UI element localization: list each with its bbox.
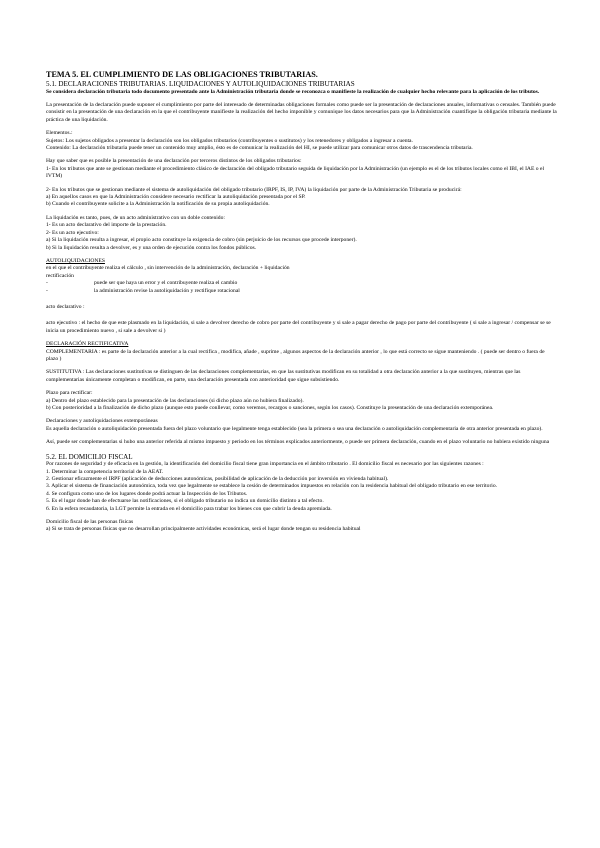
autoliquidaciones-paragraph: en el que el contribuyente realiza el cálculo , sin intervención de la administración, declaración + liquidación xyxy=(46,265,290,272)
domicile-intro-paragraph: Por razones de seguridad y de eficacia en la gestión, la identificación del domicilio fiscal tiene gran importancia en el ámbito tributario . El domicilio fiscal es necesario por las siguientes razones : xyxy=(46,461,484,468)
tributes-item-2: 2- En los tributos que se gestionan mediante el sistema de autoliquidación del obligado tributario (IRPF, IS, IP, IVA) la liquidación por parte de la Administración Tributaria se producirá: xyxy=(46,186,462,193)
substitutive-paragraph: SUSTITUTIVA : Las declaraciones sustitutivas se distinguen de las declaraciones complementarias, en que las sustitutivas modifican en su totalidad a otra declaración anterior a la que sustituyen, mientras que las complementarias únicamente completan o modifican, en parte, una declaración presentada con anterioridad que sigue subsistiendo. xyxy=(46,369,521,383)
third-parties-paragraph: Hay que saber que es posible la presentación de una declaración por terceros distintos de los obligados tributarios: xyxy=(46,158,302,165)
section-5-1-heading: 5.1. DECLARACIONES TRIBUTARIAS. LIQUIDACIONES Y AUTOLIQUIDACIONES TRIBUTARIAS xyxy=(46,80,355,88)
tributes-item-2a: a) En aquellos casos en que la Administración considere necesario rectificar la autoliquidación presentada por el SP. xyxy=(46,194,306,201)
executive-act-paragraph: acto ejecutivo : el hecho de que este plasmado en la liquidación, si sale a devolver derecho de cobro por parte del contribuyente y si sale a pagar derecho de pago por parte del contribuyente ( si sale a ingresar / compensar se se inicia un procedimiento nuevo , si sale a devolver si ) xyxy=(46,320,551,334)
domicile-reason-1: 1. Determinar la competencia territorial de la AEAT. xyxy=(46,468,164,475)
domicile-reason-5: 5. Es el lugar donde han de efectuarse las notificaciones, si el obligado tributario no indica un domicilio distinto a tal efecto. xyxy=(46,498,324,505)
document-title: TEMA 5. EL CUMPLIMIENTO DE LAS OBLIGACIONES TRIBUTARIAS. xyxy=(46,70,318,79)
liquidation-paragraph: La liquidación es tanto, pues, de un acto administrativo con un doble contenido: xyxy=(46,214,225,221)
natural-persons-heading: Domicilio fiscal de las personas físicas xyxy=(46,519,134,526)
dash-item-2: - la administración revise la autoliquidación y rectifique rotacional xyxy=(46,287,240,294)
extemporaneous-heading: Declaraciones y autoliquidaciones extemporáneas xyxy=(46,418,158,425)
natural-persons-item-a: a) Si se trata de personas físicas que no desarrollan principalmente actividades económicas, será el lugar donde tengan su residencia habitual xyxy=(46,526,361,533)
definition-paragraph: Se considera declaración tributaria todo documento presentado ante la Administración tributaria donde se reconozca o manifieste la realización de cualquier hecho relevante para la aplicación de los tributos. xyxy=(46,88,540,95)
tributes-item-1: 1- En los tributos que ante se gestionan mediante el procedimiento clásico de declaración del obligado tributario seguida de liquidación por la Administración (un ejemplo es el de los tributos locales como el IBI, el IAE o el IVTM) xyxy=(46,165,545,180)
dash-item-1: - puede ser que haya un error y el contribuyente realiza el cambio xyxy=(46,280,238,287)
domicile-reason-6: 6. En la esfera recaudatoria, la LGT permite la entrada en el domicilio para trabar los bienes con que cubrir la deuda apremiada. xyxy=(46,505,332,512)
extemporaneous-paragraph: Es aquella declaración o autoliquidación presentada fuera del plazo voluntario que legalmente tenga establecido (sea la primera o sea una declaración o autoliquidación complementaria de otra anterior presentada en plazo). xyxy=(46,425,543,432)
presentation-paragraph: La presentación de la declaración puede suponer el cumplimiento por parte del interesado de determinadas obligaciones formales como puede ser la presentación de declaraciones anuales, informativas o censales. También puede consistir en la presentación de una declaración en la que el contribuyente manifieste la realización del hecho imponible y comunique los datos necesarios para que la Administración cuantifique la obligación tributaria mediante la práctica de una liquidación. xyxy=(46,102,557,123)
liquidation-item-2: 2- Es un acto ejecutivo: xyxy=(46,229,99,236)
domicile-reason-3: 3. Aplicar el sistema de financiación autonómica, toda vez que legalmente se establece la cesión de determinados impuestos en relación con la residencia habitual del obligado tributario en ese territorio. xyxy=(46,483,498,490)
liquidation-item-2a: a) Si la liquidación resulta a ingresar, el propio acto constituye la exigencia de cobro (sin perjuicio de los recursos que procede interponer). xyxy=(46,237,357,244)
rectification-label: rectificación xyxy=(46,272,74,279)
declarative-act-label: acto declarativo : xyxy=(46,303,85,310)
domicile-reason-4: 4. Se configura como uno de los lugares donde podrá actuar la Inspección de los Tributos. xyxy=(46,490,248,497)
complementary-or-first-paragraph: Así, puede ser complementarias si hubo una anterior referida al mismo impuesto y periodo en los términos explicados anteriormente, o puede ser primera declaración, cuando en el plazo voluntario no hubiera existido ninguna xyxy=(46,439,550,446)
tributes-item-2b: b) Cuando el contribuyente solicite a la Administración la notificación de su propia autoliquidación. xyxy=(46,201,270,208)
content-paragraph: Contenido: La declaración tributaria puede tener un contenido muy amplio, ésto es de comunicar la realización del HI, se puede utilizar para comunicar otros datos de trascendencia tributaria. xyxy=(46,145,473,152)
autoliquidaciones-heading: AUTOLIQUIDACIONES xyxy=(46,257,105,264)
domicile-reason-2: 2. Gestionar eficazmente el IRPF (aplicación de deducciones autonómicas, posibilidad de aplicación de la deducción por inversión en vivienda habitual). xyxy=(46,476,389,483)
rectifying-declaration-heading: DECLARACIÓN RECTIFICATIVA xyxy=(46,341,129,348)
document-page xyxy=(46,70,558,534)
deadline-item-b: b) Con posterioridad a la finalización de dicho plazo (aunque esto puede conllevar, como veremos, recargos o sanciones, según los casos). Constituye la presentación de una declaración extemporánea. xyxy=(46,405,494,411)
liquidation-item-1: 1- Es un acto declarativo del importe de la prestación. xyxy=(46,222,167,229)
subjects-paragraph: Sujetos: Los sujetos obligados a presentar la declaración son los obligados tributarios (contribuyentes o sustitutos) y los retenedores y obligados a ingresar a cuenta. xyxy=(46,137,413,144)
elements-heading: Elementos.: xyxy=(46,130,73,137)
section-5-2-heading: 5.2. EL DOMICILIO FISCAL xyxy=(46,452,133,461)
rectify-deadline-heading: Plazo para rectificar: xyxy=(46,390,93,397)
liquidation-item-2b: b) Si la liquidación resulta a devolver, es y una orden de ejecución contra los fondos públicos. xyxy=(46,244,257,251)
deadline-item-a: a) Dentro del plazo establecido para la presentación de las declaraciones (si dicho plazo aún no hubiera finalizado). xyxy=(46,397,304,404)
complementary-paragraph: COMPLEMENTARIA : es parte de la declaración anterior a la cual rectifica , modifica, añade , suprime , algunos aspectos de la declaración anterior , lo que está correcto se sigue manteniendo . ( puede ser dentro o fuera de plazo ) xyxy=(46,348,545,362)
